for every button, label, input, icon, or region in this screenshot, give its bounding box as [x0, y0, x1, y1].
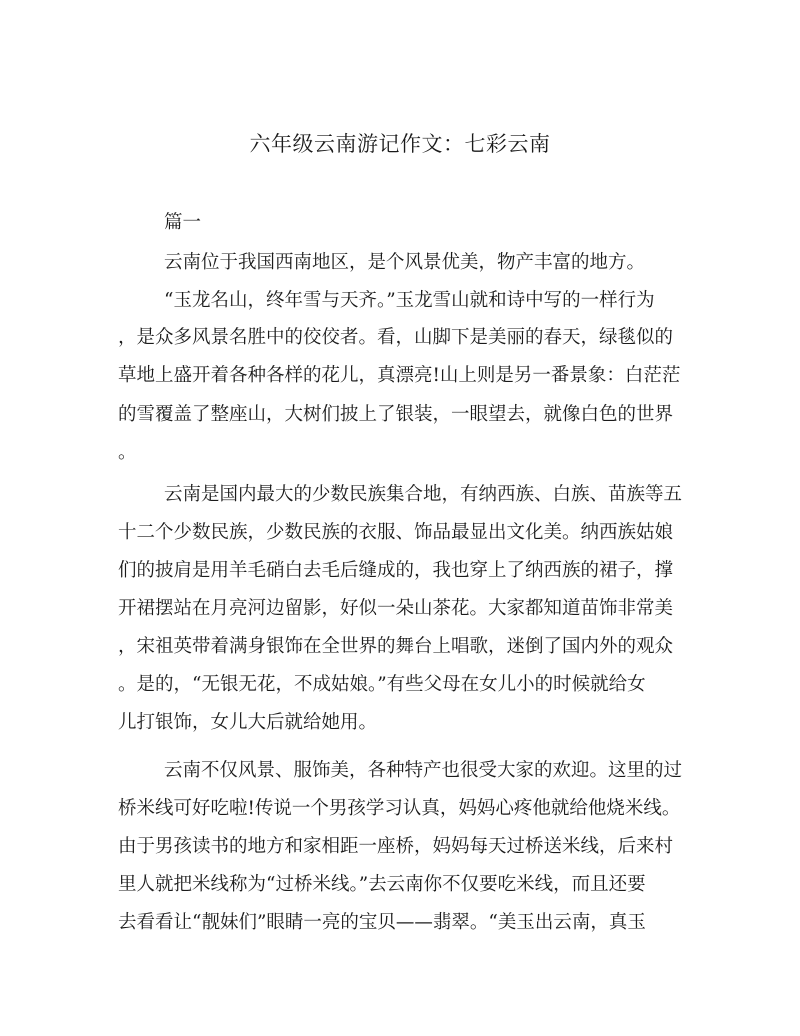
text-line: 去看看让“靓妹们”眼睛一亮的宝贝——翡翠。“美玉出云南，真玉 [118, 912, 646, 933]
text-line: 开裙摆站在月亮河边留影，好似一朵山茶花。大家都知道苗饰非常美 [118, 598, 674, 619]
document-title: 六年级云南游记作文：七彩云南 [249, 132, 551, 156]
text-line: “玉龙名山，终年雪与天齐。”玉龙雪山就和诗中写的一样行为 [164, 290, 655, 311]
text-line: 。 [118, 442, 137, 463]
text-line: 云南是国内最大的少数民族集合地，有纳西族、白族、苗族等五 [164, 484, 683, 505]
text-line: ，是众多风景名胜中的佼佼者。看，山脚下是美丽的春天，绿毯似的 [118, 327, 674, 348]
text-line: 十二个少数民族，少数民族的衣服、饰品最显出文化美。纳西族姑娘 [118, 522, 674, 543]
text-line: 桥米线可好吃啦!传说一个男孩学习认真，妈妈心疼他就给他烧米线。 [118, 798, 681, 819]
text-line: 。是的，“无银无花，不成姑娘。”有些父母在女儿小的时候就给女 [118, 674, 646, 695]
text-line: 云南位于我国西南地区，是个风景优美，物产丰富的地方。 [164, 252, 646, 273]
text-line: 们的披肩是用羊毛硝白去毛后缝成的，我也穿上了纳西族的裙子，撑 [118, 560, 674, 581]
text-line: ，宋祖英带着满身银饰在全世界的舞台上唱歌，迷倒了国内外的观众 [118, 636, 674, 657]
text-line: 的雪覆盖了整座山，大树们披上了银装，一眼望去，就像白色的世界 [118, 404, 674, 425]
text-line: 云南不仅风景、服饰美，各种特产也很受大家的欢迎。这里的过 [164, 760, 683, 781]
text-line: 由于男孩读书的地方和家相距一座桥，妈妈每天过桥送米线，后来村 [118, 836, 674, 857]
text-line: 儿打银饰，女儿大后就给她用。 [118, 712, 378, 733]
text-line: 里人就把米线称为“过桥米线。”去云南你不仅要吃米线，而且还要 [118, 874, 646, 895]
section-label: 篇一 [164, 212, 202, 233]
text-line: 草地上盛开着各种各样的花儿，真漂亮!山上则是另一番景象：白茫茫 [118, 365, 681, 386]
